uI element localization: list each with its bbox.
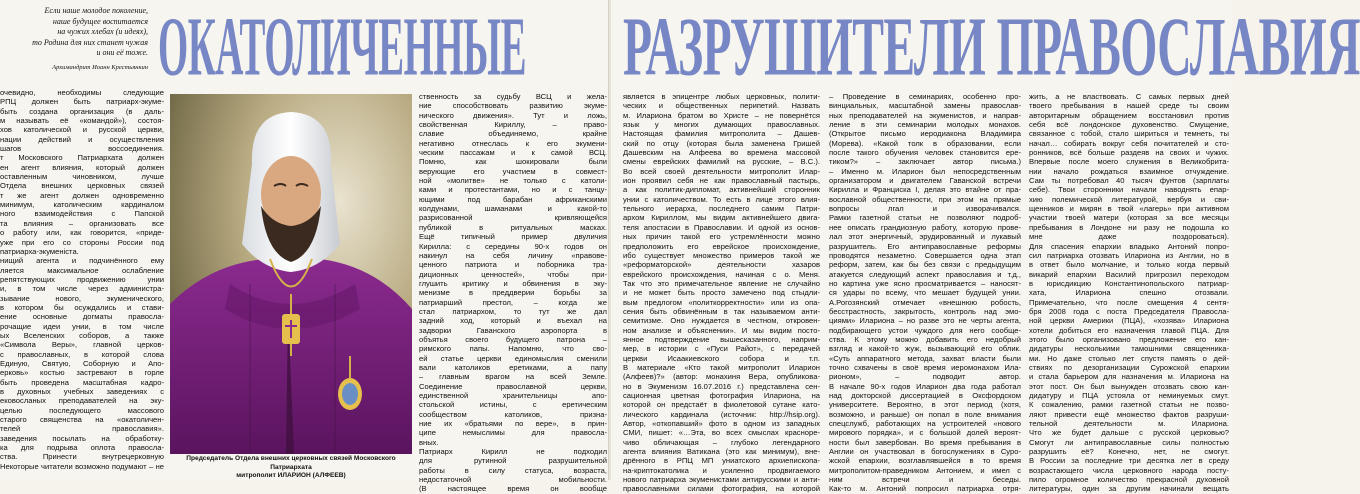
article-line: Как-то м. Антоний попросил патриарха отря- <box>829 484 1021 494</box>
article-line: взгляд и какой-то жуж, вызывающий его облик. <box>829 344 1021 354</box>
article-line: Дашевским на Алфеева во времена массовой <box>623 148 820 158</box>
article-line: ства. К этому можно добавить его недобрый <box>829 334 1021 344</box>
article-line: винциальных, масштабной замены православ- <box>829 101 1021 111</box>
article-line: Настоящая фамилия митрополита – Дашев- <box>623 129 820 139</box>
article-line: м. Илариона братом во Христе – не повернётся <box>623 110 820 120</box>
article-line: вопросы лгал и изворачивался. <box>829 204 1021 214</box>
article-line: ерковь» костью застревают в горле <box>0 368 164 378</box>
article-line: Патриарх Кирилл не подходил <box>419 447 607 457</box>
article-line: нищий агента и подчинённого ему <box>0 256 164 266</box>
article-line: в духовных учебных заведениях с <box>0 387 164 396</box>
article-line: дидатуру и ПЦА устояла от неминуемых смут. <box>1029 391 1229 400</box>
article-line: ление в эти семинарии молодых монахов. <box>829 120 1021 130</box>
article-line: ековосланых преподавателей на эку- <box>0 396 164 406</box>
headline-left: ОКАТОЛИЧЕННЫЕ <box>158 0 527 94</box>
article-line: СМИ, пишет: «…Эта, во всех смыслах красноре- <box>623 428 820 438</box>
article-line: хов католической и русской церкви, <box>0 125 164 135</box>
article-line: глушить критику и обвинения в эку- <box>419 278 607 288</box>
article-line: менизме в преддверии борьбы за <box>419 288 607 298</box>
article-line: подбирающего устои чуждого для него сообще- <box>829 325 1021 335</box>
article-line: свойственная Кириллу, – право- <box>419 120 607 130</box>
article-line: старого священства на «окатоличен- <box>0 415 164 425</box>
article-line: патриарший престол, – когда же <box>419 297 607 307</box>
article-line: над докторской диссертацией в Оксфордском <box>829 391 1021 400</box>
article-column-5 <box>1029 92 1229 494</box>
article-line: минимум, католическим кардиналом <box>0 200 164 210</box>
article-line: объятья своего будущего патрона – <box>419 334 607 344</box>
photo-illustration <box>170 94 412 454</box>
epigraph <box>0 6 148 73</box>
article-line: ческих и общественных перипетий. Назвать <box>623 101 820 111</box>
photo-caption-line-1: Председатель Отдела внешних церковных связей Московского Патриархата <box>186 455 396 471</box>
article-line: янное подтверждение вышесказанного, наприм- <box>623 334 820 344</box>
article-line: вославной общественности, при этом на прямые <box>829 194 1021 204</box>
article-line: заведения посылать на обработку- <box>0 433 164 443</box>
article-line: семитизме. Оно нуждается в честном, откровен- <box>623 316 820 326</box>
article-line: проводятся незаметно. Совершается одна этап <box>829 250 1021 260</box>
article-column-4 <box>829 92 1021 494</box>
article-line: нового патриарха экуменистами антирусскими и анти- <box>623 475 820 485</box>
article-line: с православных, в которой слова <box>0 349 164 359</box>
article-line: очевидно, необходимы следующие <box>0 88 164 97</box>
article-line: авторитарным обращением восстановил против <box>1029 110 1229 120</box>
article-line: м называть её «командой»), состоя- <box>0 116 164 126</box>
article-line: ение основные догматы правосла- <box>0 312 164 322</box>
article-line: Кирилла и Франциска I, делая это втайне от пра- <box>829 185 1021 195</box>
article-line: нации действий и осуществления <box>0 134 164 144</box>
right-page <box>611 0 1360 494</box>
article-line: Смогут ли антиправославные силы полностью <box>1029 437 1229 447</box>
epigraph-line: то Родина для них станет чужая <box>32 37 148 47</box>
article-line: чиво обличающая – глубоко легендарного <box>623 437 820 447</box>
article-line: разрушитель. Его антиправославные реформы <box>829 241 1021 251</box>
article-line: викарий епархии Василий пригрозил переходом <box>1029 269 1229 279</box>
article-line: Так что это примечательное явление не случайно <box>623 278 820 288</box>
article-line: в юрисдикцию Константинопольского патриар- <box>1029 278 1229 288</box>
article-line: ства. Принести внутрецерковную <box>0 452 164 462</box>
article-line: ющими под барабан африканскими <box>419 194 607 204</box>
article-line: ние их «братьями по вере», в прин- <box>419 419 607 429</box>
article-line: та влияния – организовать все <box>0 218 164 228</box>
article-line: Кирилла: с середины 90-х годов он <box>419 241 607 251</box>
article-line: твоего пребывания в нашей среде ты своим <box>1029 101 1229 111</box>
article-line: репятствующих продвижению унии <box>0 274 164 284</box>
article-line: единственной хранительницы апо- <box>419 391 607 400</box>
article-line: разрушить её? Конечно, нет, не смогут. <box>1029 447 1229 457</box>
article-line: недостаточной мобильности. <box>419 475 607 485</box>
article-line: ние способствовать развитию экуме- <box>419 101 607 111</box>
article-line: и стала барьером для назначения м. Илариона на <box>1029 372 1229 382</box>
article-line: лал этот энергичный, эрудированный и лукавый <box>829 232 1021 242</box>
article-line: и не может быть просто замечено под стыдли- <box>623 288 820 298</box>
article-line: ципе немыслимы для правосла- <box>419 428 607 438</box>
article-line: тиком?» – заключает автор письма.) <box>829 157 1021 167</box>
article-line: спецслужб, работающих на устроителей «нового <box>829 419 1021 429</box>
photo-caption-line-2: митрополит ИЛАРИОН (АЛФЕЕВ) <box>236 472 346 479</box>
article-line: этого было организовано предложение его кан- <box>1029 334 1229 344</box>
article-line: язык у многих думающих православных. <box>623 120 820 130</box>
article-line: (Алфеев)?» (автор: монахиня Вера, опубликова- <box>623 372 820 382</box>
article-line: В начале 90-х годов Иларион два года работал <box>829 381 1021 391</box>
article-line: Ещё типичный пример двуличия <box>419 232 607 242</box>
article-line: мирового порядка», и с большой долей вероят- <box>829 428 1021 438</box>
epigraph-author: Архимандрит Иоанн Крестьянкин <box>52 63 148 71</box>
article-column-1 <box>0 88 164 480</box>
article-line: пило огромное количество прекрасной духовной <box>1029 475 1229 485</box>
article-line: начал… собирать вокруг себя почитателей и сто- <box>1029 138 1229 148</box>
article-line: (Морева). «Какой толк в образовании, если <box>829 138 1021 148</box>
article-line: возрастающего числа церковного народа посту- <box>1029 465 1229 475</box>
article-line: задворки Гаванского аэропорта в <box>419 325 607 335</box>
article-line: митрополитом-праведником Антонием, и имел с <box>829 465 1021 475</box>
article-line: смены еврейских фамилий на русские, – В.С.). <box>623 157 820 167</box>
article-line: ного взаимодействия с Папской <box>0 209 164 219</box>
article-line: но картина уже ясно просматривается – наносят- <box>829 278 1021 288</box>
article-line: ном анализе и объяснении». И мы видим посто- <box>623 325 820 335</box>
article-line: ен агент влияния, который должен <box>0 162 164 172</box>
article-line: атакуется следующий аспект православия и т.д., <box>829 269 1021 279</box>
article-line: ронников, всё больше раздеяв на своих и чужих. <box>1029 148 1229 158</box>
article-line: но в Экуменизм 16.07.2016 г.) представлена сен- <box>623 381 820 391</box>
article-line: сационная цветная фотография Илариона, на <box>623 391 820 400</box>
article-line: которой он предстаёт в фиолетовой сутане като- <box>623 400 820 410</box>
article-line: ками и протестантами, но и с танцу- <box>419 185 607 195</box>
article-line: (В настоящее время он вообще <box>419 484 607 494</box>
article-line: мне даже поздороваться). <box>1029 232 1229 242</box>
article-line: Во всей своей деятельности митрополит Илар- <box>623 166 820 176</box>
article-line: ствиях по дезорганизации Сурожской епархии <box>1029 362 1229 372</box>
article-line: теля апостасии в Православии. И одной из основ- <box>623 222 820 232</box>
article-line: – главным врагом на всей Земле. <box>419 372 607 382</box>
article-line: ибо существует множество примеров такой же <box>623 250 820 260</box>
article-line: верующие его участием в совмест- <box>419 166 607 176</box>
article-line: нии начало рождаться взаимное отчуждение. <box>1029 166 1229 176</box>
article-line: – Проведение в семинариях, особенно про- <box>829 92 1021 101</box>
article-line: сообществом католиков, призна- <box>419 409 607 419</box>
article-line: диционных ценностей», чтобы при- <box>419 269 607 279</box>
article-line: вали католиков еретиками, а папу <box>419 362 607 372</box>
article-line: Соединение православной церкви, <box>419 381 607 391</box>
article-line: сения быть обвинённым в так называемом анти- <box>623 306 820 316</box>
article-line: университете. Вероятно, в этот период (хотя, <box>829 400 1021 410</box>
article-line: щенников и мирян в твой «лагерь» при активном <box>1029 204 1229 214</box>
article-line: стал патриархом, то тут же дал <box>419 306 607 316</box>
article-line: участии твоей матери (которая за все месяцы <box>1029 213 1229 223</box>
article-line: целью последующего массового <box>0 405 164 415</box>
article-line: организатором и двигателем Гаванской встречи <box>829 176 1021 186</box>
article-line: пребывания в Лондоне ни разу не подошла ко <box>1029 222 1229 232</box>
article-line: стольской истины, с еретическим <box>419 400 607 410</box>
epigraph-line: Если наше молодое поколение, <box>44 6 148 15</box>
article-line: Помню, как шокировали были <box>419 157 607 167</box>
article-line: ион проявил себя не как православный пастырь, <box>623 176 820 186</box>
article-line: на-криптокатолика и усиленно продвигаемого <box>623 465 820 475</box>
article-line: дрённого в РПЦ МП униатского архиепископа- <box>623 456 820 466</box>
article-line: задний ход, который и въехал на <box>419 316 607 326</box>
article-line: негативно отнеслась к его экумени- <box>419 138 607 148</box>
article-line: и, в том числе через администра- <box>0 284 164 294</box>
article-line: вных. <box>419 437 439 447</box>
epigraph-line: наше будущее воспитается <box>52 16 148 26</box>
article-line: В России за последние три десятка лет в среду <box>1029 456 1229 466</box>
article-line: связанное с тобой, стало шириться и темнеть, ты <box>1029 129 1229 139</box>
article-line: Отдела внешних церковных связей <box>0 181 164 191</box>
article-line: ей статье церкви единомыслия сменили <box>419 353 607 363</box>
article-line: а как политик-дипломат, активнейший сторонник <box>623 185 820 195</box>
article-line: ности был завербован. Во время пребывания в <box>829 437 1021 447</box>
article-line: публикой в ритуальных масках. <box>419 222 607 232</box>
metropolitan-photo <box>170 94 412 454</box>
article-line: т же агент должен одновременно <box>0 190 164 200</box>
article-line: В материале «Кто такой митрополит Иларион <box>623 362 820 372</box>
article-line: рочащие идеи унии, в том числе <box>0 321 164 331</box>
article-line: церкви Исаакиевского собора и т.п. <box>623 353 820 363</box>
article-line: о работу или, как говорится, «приде- <box>0 228 164 238</box>
article-line: Сам ты потребовал 40 тысяч фунтов (зарплаты <box>1029 176 1229 186</box>
article-line: этот пост. Он был вынужден отозвать свою кан- <box>1029 381 1229 391</box>
article-line: Для спасения епархии владыко Антоний попро- <box>1029 241 1229 251</box>
article-line: сил патриарха отозвать Илариона из Англии, но в <box>1029 250 1229 260</box>
article-line: работы в силу статуса, возраста, <box>419 465 607 475</box>
article-line: себя всё лондонское духовенство. Смущение, <box>1029 120 1229 130</box>
article-line: Что же будет дальше с русской церковью? <box>1029 428 1229 438</box>
article-line: шагов воссоединения. <box>0 144 164 154</box>
article-line: себе). Твои сторонники начали наводнять епар- <box>1029 185 1229 195</box>
article-line: Примечательно, что после смещения 4 сентя- <box>1029 297 1229 307</box>
article-line: хата, Илариона спешно отозвали. <box>1029 288 1229 298</box>
article-line: телей православия». <box>0 424 164 434</box>
article-line: бря 2008 года с поста Председателя Правосла- <box>1029 306 1229 316</box>
article-line: вым предлогом «политкорректности» или из опа- <box>623 297 820 307</box>
article-line: точно схвачены в своё время иеромонахом Ила- <box>829 362 1021 372</box>
article-line: оставленным чиновником, лучше <box>0 172 164 182</box>
article-line: славие объединяемо, крайне <box>419 129 607 139</box>
article-line: жить, а не властвовать. С самых первых дней <box>1029 92 1229 101</box>
article-line: ка для подрыва оплота правосла- <box>0 443 164 453</box>
article-line: т Московского Патриархата должен <box>0 153 164 163</box>
article-line: быть проведена масштабная кадро- <box>0 377 164 387</box>
article-line: зывание нового, экуменического, <box>0 293 164 303</box>
article-line: дидатуры несколькими тамошними священника- <box>1029 344 1229 354</box>
article-line: А.Рогозянский отмечает «внешнюю робость, <box>829 297 1021 307</box>
article-line: ственность за судьбу ВСЦ и жела- <box>419 92 607 101</box>
article-line: «Суть аппаратного метода, захват власти были <box>829 353 1021 363</box>
article-line: мер, в истории с «Пуси Райот», с передачей <box>623 344 820 354</box>
article-line: унии с католичеством. То есть в лице этого влия- <box>623 194 820 204</box>
article-line: ский по отцу (которая была заменена Гришей <box>623 138 820 148</box>
article-line: ых Вселенских соборов, а также <box>0 330 164 340</box>
article-line: хотели добиться его назначения главой ПЦА. Для <box>1029 325 1229 335</box>
article-line: нее описать грандиозную работу, которую прове- <box>829 222 1021 232</box>
article-line: нического движения». Тут и ложь, <box>419 110 607 120</box>
article-column-3 <box>623 92 820 494</box>
article-line: для рутинной разрушительной <box>419 456 607 466</box>
article-line: ной «молитве» не только с католи- <box>419 176 607 186</box>
article-line: архом Кириллом, мы видим активнейшего двига- <box>623 213 820 223</box>
photo-caption <box>168 455 414 481</box>
article-line: – Именно м. Иларион был непосредственным <box>829 166 1021 176</box>
article-line: реформ, затем, как бы без связи с предыдущим <box>829 260 1021 270</box>
article-line: К сожалению, рамки газетной статьи не позво- <box>1029 400 1229 410</box>
article-line: агента влияния Ватикана (это как минимум), вне- <box>623 447 820 457</box>
article-line: РПЦ должен быть патриарх-экуме- <box>0 97 164 107</box>
article-line: бесстрастность, закрытость, контроль над эмо- <box>829 306 1021 316</box>
article-line: ляется максимальное ослабление <box>0 265 164 275</box>
headline-right: РАЗРУШИТЕЛИ ПРАВОСЛАВИЯ <box>623 0 1360 94</box>
article-line: Впервые после моего служения в Великобрита- <box>1029 157 1229 167</box>
article-line: ной церкви Америки (ПЦА), «хозява» Илариона <box>1029 316 1229 326</box>
article-line: Англии он участвовал в богослужениях в Суро- <box>829 447 1021 457</box>
article-line: быть создана организация (в даль- <box>0 106 164 116</box>
article-line: православными силами фотография, на которой <box>623 484 820 494</box>
article-line: циями» Илариона – но разве это не черты агента, <box>829 316 1021 326</box>
article-line: ним встречи и беседы. <box>829 475 1021 485</box>
article-line: лического кардинала (источник: http://hsip.org). <box>623 409 820 419</box>
article-line: Рамки газетной статьи не позволяют подроб- <box>829 213 1021 223</box>
article-line: рионом», – подводит автор. <box>829 372 1021 382</box>
article-line: после такого обучения человек становится ере- <box>829 148 1021 158</box>
article-line: «Символа Веры», главной церков- <box>0 340 164 350</box>
left-page <box>0 0 609 494</box>
epigraph-lines <box>0 6 148 59</box>
article-line: является в эпицентре любых церковных, полити- <box>623 92 820 101</box>
article-line: ческим пассажам и к самой ВСЦ. <box>419 148 607 158</box>
article-line: еврейского происхождения, начиная с о. Меня. <box>623 269 820 279</box>
article-line: римского папы. Напомню, что сво- <box>419 344 607 354</box>
article-line: уже при его со стороны России под <box>0 237 164 247</box>
article-line: хию полемической литературой, вербуя и сви- <box>1029 194 1229 204</box>
article-line: в ответ было молчание, и только когда первый <box>1029 260 1229 270</box>
article-line: литературы, один за другим начинали вещать <box>1029 484 1229 494</box>
article-line: ных преподавателей на экуменистов, и направ- <box>829 110 1021 120</box>
article-line: ценного патриота и поборника тра- <box>419 260 607 270</box>
article-column-2 <box>419 92 607 494</box>
article-line: ляют привести ещё множество фактов разруши- <box>1029 409 1229 419</box>
article-line: ся удары по всему, что мешает будущей унии. <box>829 288 1021 298</box>
article-line: накинул на себя личину «правове- <box>419 250 607 260</box>
article-line: Некоторые читатели возможно подумают – не <box>0 461 164 471</box>
epigraph-line: на чужих хлебах (и идеях), <box>57 27 148 36</box>
article-line: в котором бы осуждались и стави- <box>0 302 164 312</box>
article-line: жской епархии, возглавлявшейся в то время <box>829 456 1021 466</box>
article-line: Автор, «откопавший» фото в одном из западных <box>623 419 820 429</box>
article-line: возможно, и раньше) он попал в поле внимания <box>829 409 1021 419</box>
article-line: тельной деятельности м. Илариона. <box>1029 419 1229 429</box>
article-line: разрисованной кривляющейся <box>419 213 607 223</box>
epigraph-line: и они её тоже. <box>96 48 148 57</box>
article-line: предположить его еврейское происхождение, <box>623 241 820 251</box>
article-line: колдунами, шаманами и какой-то <box>419 204 607 214</box>
article-line: тельного иерарха, последнего самим Патри- <box>623 204 820 214</box>
article-line: (Открытое письмо иеродиакона Владимира <box>829 129 1021 139</box>
article-line: «реформаторской» деятельности хазаров <box>623 260 820 270</box>
article-line: ных причин такой его устремлённости можно <box>623 232 820 242</box>
article-line: ми. Но даже столько лет спустя память о дей- <box>1029 353 1229 363</box>
article-line: Единую, Святую, Соборную и Апо- <box>0 358 164 368</box>
article-line: патриарха-экуменіста. <box>0 246 79 256</box>
